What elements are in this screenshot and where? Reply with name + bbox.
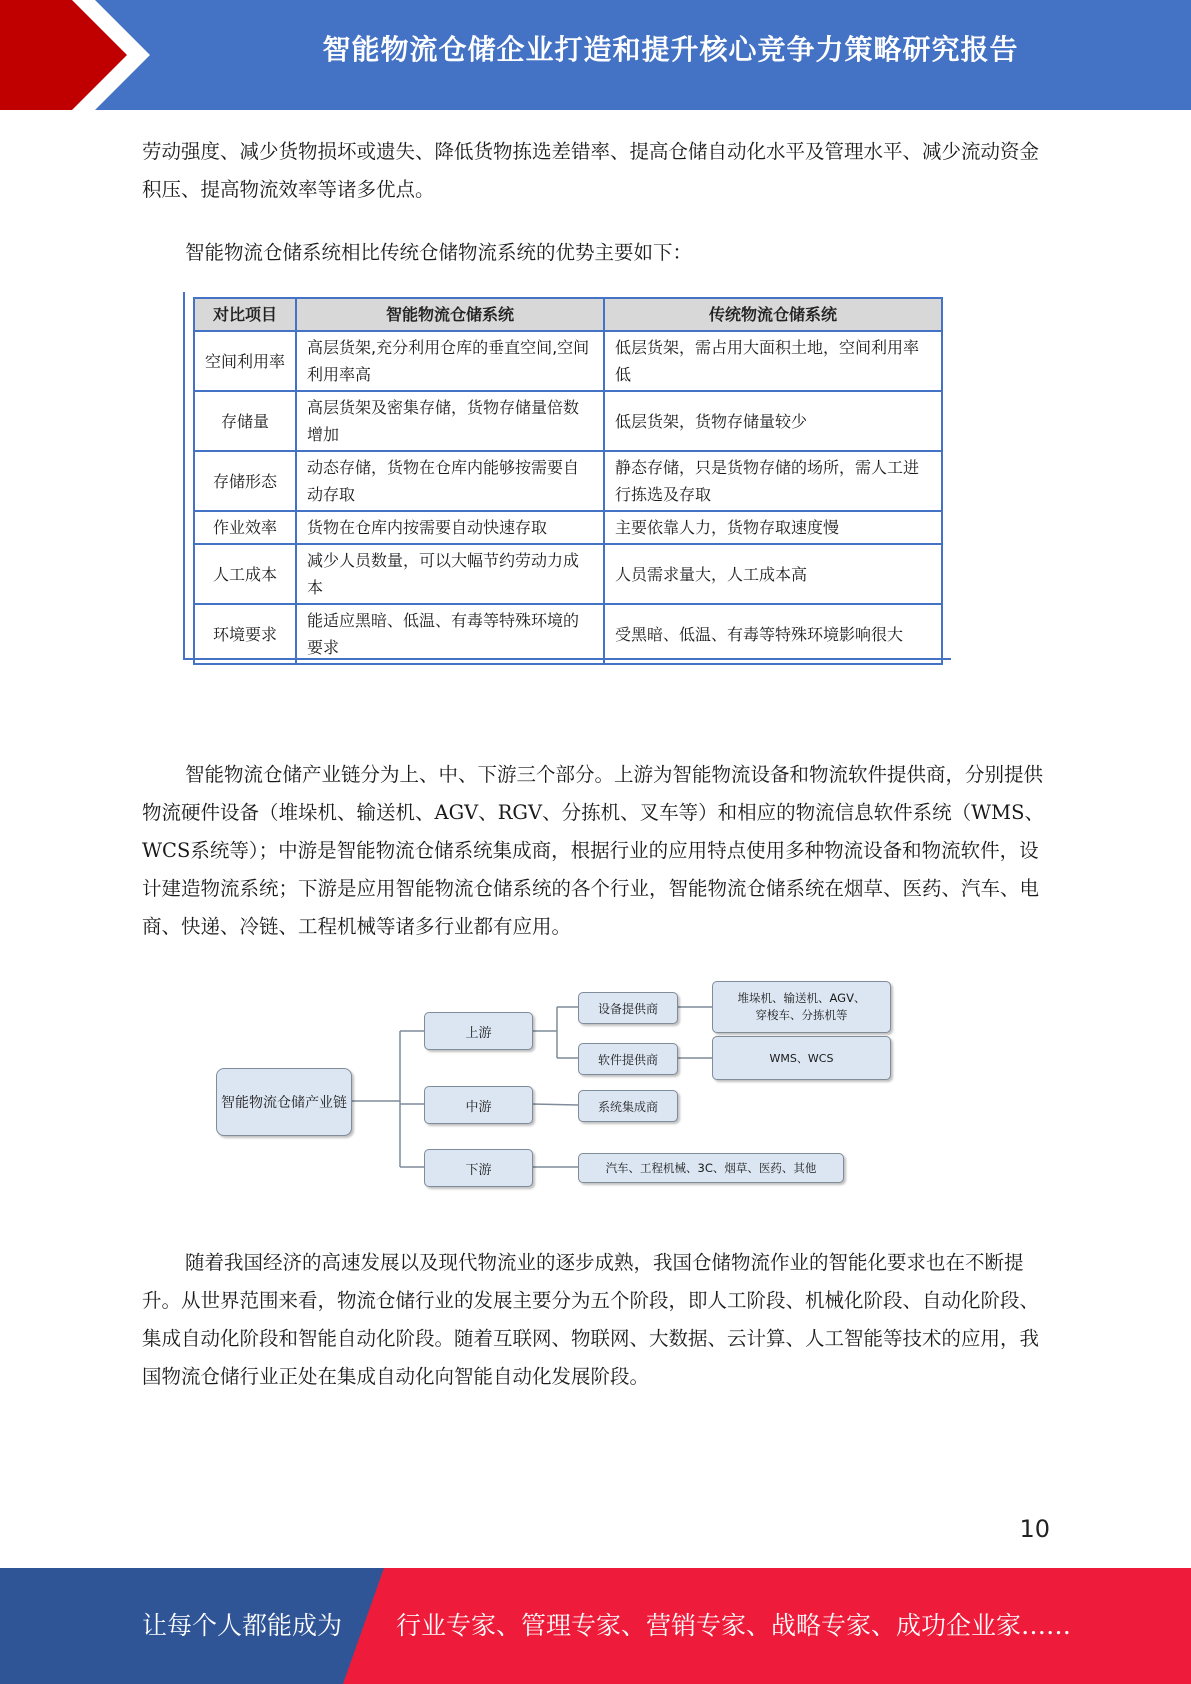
table-header-row xyxy=(194,298,942,331)
downstream-node: 下游 xyxy=(424,1149,533,1187)
table-cell: 人工成本 xyxy=(194,544,296,604)
table-row xyxy=(194,604,942,664)
paragraph-table-intro: 智能物流仓储系统相比传统仓储物流系统的优势主要如下： xyxy=(185,241,693,264)
industry-chain-diagram xyxy=(200,970,900,1200)
table-cell: 低层货架，货物存储量较少 xyxy=(604,391,942,451)
table-cell: 人员需求量大，人工成本高 xyxy=(604,544,942,604)
table-header: 智能物流仓储系统 xyxy=(296,298,604,331)
page-footer xyxy=(0,1568,1191,1684)
paragraph-advantages-cont: 劳动强度、减少货物损坏或遗失、降低货物拣选差错率、提高仓储自动化水平及管理水平、减少流动资金积压、提高物流效率等诸多优点。 xyxy=(142,140,1040,201)
table-cell: 动态存储，货物在仓库内能够按需要自动存取 xyxy=(296,451,604,511)
table-cell: 存储形态 xyxy=(194,451,296,511)
comparison-table xyxy=(193,297,943,665)
table-cell: 主要依靠人力，货物存取速度慢 xyxy=(604,511,942,544)
table-cell: 作业效率 xyxy=(194,511,296,544)
paragraph-development-stages: 随着我国经济的高速发展以及现代物流业的逐步成熟，我国仓储物流作业的智能化要求也在不断提升。从世界范围来看，物流仓储行业的发展主要分为五个阶段，即人工阶段、机械化阶段、自动化阶段、集成自动化阶段和智能自动化阶段。随着互联网、物联网、大数据、云计算、人工智能等技术的应用，我国物流仓储行业正处在集成自动化向智能自动化发展阶段。 xyxy=(142,1251,1040,1388)
footer-slogan-left: 让每个人都能成为 xyxy=(142,1611,343,1640)
midstream-node: 中游 xyxy=(424,1086,533,1124)
page-number: 10 xyxy=(1019,1515,1050,1543)
equipment-items-node xyxy=(712,981,891,1033)
report-title: 智能物流仓储企业打造和提升核心竞争力策略研究报告 xyxy=(322,33,1019,66)
table-cell: 低层货架，需占用大面积土地，空间利用率低 xyxy=(604,331,942,391)
software-items-node: WMS、WCS xyxy=(712,1036,891,1080)
table-cell: 空间利用率 xyxy=(194,331,296,391)
table-cell: 减少人员数量，可以大幅节约劳动力成本 xyxy=(296,544,604,604)
software-provider-node: 软件提供商 xyxy=(578,1043,678,1075)
industries-node: 汽车、工程机械、3C、烟草、医药、其他 xyxy=(578,1153,844,1183)
table-cell: 受黑暗、低温、有毒等特殊环境影响很大 xyxy=(604,604,942,664)
table-cell: 环境要求 xyxy=(194,604,296,664)
paragraph-industry-chain: 智能物流仓储产业链分为上、中、下游三个部分。上游为智能物流设备和物流软件提供商，分别提供物流硬件设备（堆垛机、输送机、AGV、RGV、分拣机、叉车等）和相应的物流信息软件系统（WMS、WCS系统等）；中游是智能物流仓储系统集成商，根据行业的应用特点使用多种物流设备和物流软件，设计建造物流系统；下游是应用智能物流仓储系统的各个行业，智能物流仓储系统在烟草、医药、汽车、电商、快递、冷链、工程机械等诸多行业都有应用。 xyxy=(142,763,1044,938)
integrator-node: 系统集成商 xyxy=(578,1090,678,1122)
footer-slogan-right: 行业专家、管理专家、营销专家、战略专家、成功企业家…… xyxy=(396,1611,1072,1640)
table-row xyxy=(194,331,942,391)
upstream-node: 上游 xyxy=(424,1012,533,1050)
equipment-items-line1: 堆垛机、输送机、AGV、 xyxy=(737,991,866,1005)
table-header: 对比项目 xyxy=(194,298,296,331)
comparison-table-frame xyxy=(183,292,951,660)
chain-root-node: 智能物流仓储产业链 xyxy=(216,1068,352,1136)
equipment-provider-node: 设备提供商 xyxy=(578,992,678,1024)
table-cell: 货物在仓库内按需要自动快速存取 xyxy=(296,511,604,544)
table-cell: 静态存储，只是货物存储的场所，需人工进行拣选及存取 xyxy=(604,451,942,511)
table-row xyxy=(194,511,942,544)
table-cell: 高层货架及密集存储，货物存储量倍数增加 xyxy=(296,391,604,451)
table-cell: 能适应黑暗、低温、有毒等特殊环境的要求 xyxy=(296,604,604,664)
page-header xyxy=(0,0,1191,110)
table-row xyxy=(194,451,942,511)
table-cell: 存储量 xyxy=(194,391,296,451)
table-header: 传统物流仓储系统 xyxy=(604,298,942,331)
table-row xyxy=(194,391,942,451)
table-row xyxy=(194,544,942,604)
equipment-items-line2: 穿梭车、分拣机等 xyxy=(755,1008,848,1022)
table-cell: 高层货架,充分利用仓库的垂直空间,空间利用率高 xyxy=(296,331,604,391)
